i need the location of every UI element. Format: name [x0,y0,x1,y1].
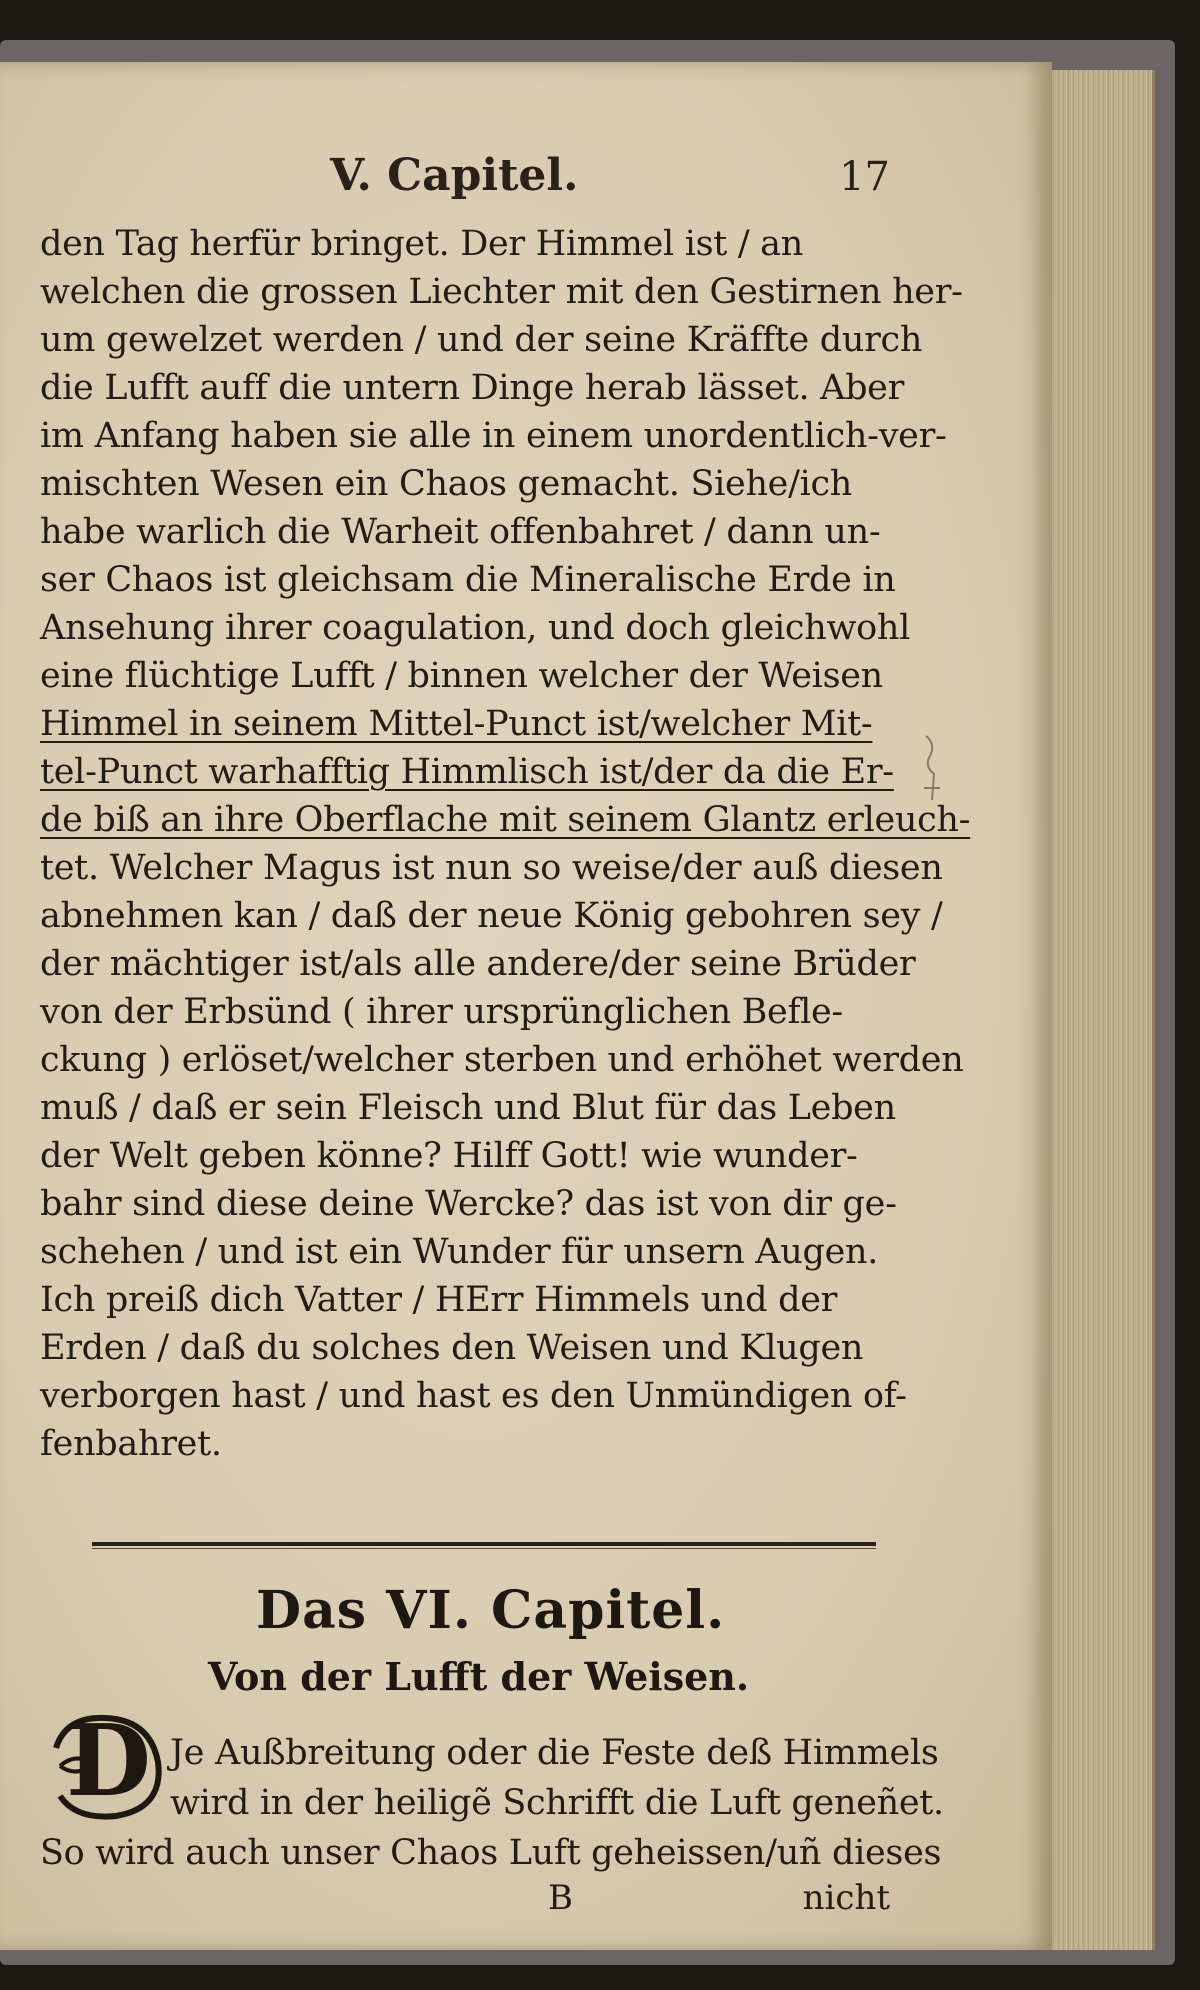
catchword: nicht [802,1878,890,1918]
text-line: habe warlich die Warheit offenbahret / dann un- [40,512,881,552]
signature-mark: B [548,1878,573,1918]
text-line: fenbahret. [40,1424,222,1464]
text-line: von der Erbsünd ( ihrer ursprünglichen Befle- [40,992,843,1032]
text-line: Ansehung ihrer coagulation, und doch gleichwohl [40,608,911,648]
text-line: den Tag herfür bringet. Der Himmel ist / an [40,224,803,264]
text-line: Ich preiß dich Vatter / HErr Himmels und der [40,1280,838,1320]
text-line: welchen die grossen Liechter mit den Gestirnen her- [40,272,963,312]
section-divider-rule-thin [92,1548,876,1549]
text-line-underlined: tel-Punct warhafftig Himmlisch ist/der da die Er- [40,752,894,792]
text-line: die Lufft auff die untern Dinge herab lässet. Aber [40,368,905,408]
chapter-heading: Das VI. Capitel. [256,1580,726,1641]
chapter-subtitle: Von der Lufft der Weisen. [208,1654,750,1699]
text-line: Je Außbreitung oder die Feste deß Himmels [170,1733,939,1773]
text-line: verborgen hast / und hast es den Unmündigen of- [40,1376,907,1416]
text-line: wird in der heiligẽ Schrifft die Luft geneñet. [170,1783,944,1823]
text-line: mischten Wesen ein Chaos gemacht. Siehe/ich [40,464,853,504]
text-line: tet. Welcher Magus ist nun so weise/der auß diesen [40,848,943,888]
page-footer [40,1878,890,1928]
text-line: um gewelzet werden / und der seine Kräffte durch [40,320,923,360]
page [0,62,1052,1950]
running-title: V. Capitel. [330,150,579,201]
running-head [330,150,890,210]
text-line: bahr sind diese deine Wercke? das ist von dir ge- [40,1184,897,1224]
text-line: schehen / und ist ein Wunder für unsern Augen. [40,1232,879,1272]
text-line: abnehmen kan / daß der neue König gebohren sey / [40,896,943,936]
text-line-underlined: Himmel in seinem Mittel-Punct ist/welcher Mit- [40,704,873,744]
text-line: ser Chaos ist gleichsam die Mineralische Erde in [40,560,896,600]
text-line: So wird auch unser Chaos Luft geheissen/uñ dieses [40,1833,942,1873]
chapter-body-text [40,1728,944,1878]
section-divider-rule [92,1542,876,1546]
text-line: ckung ) erlöset/welcher sterben und erhöhet werden [40,1040,964,1080]
text-line: der mächtiger ist/als alle andere/der seine Brüder [40,944,916,984]
text-line: eine flüchtige Lufft / binnen welcher der Weisen [40,656,883,696]
page-edges [1040,70,1155,1950]
body-text [40,220,971,1468]
text-line: im Anfang haben sie alle in einem unordentlich-ver- [40,416,947,456]
drop-cap-letter: D [66,1704,151,1819]
marginal-annotation-mark [918,730,948,810]
text-line-underlined: de biß an ihre Oberflache mit seinem Glantz erleuch- [40,800,971,840]
text-line: der Welt geben könne? Hilff Gott! wie wunder- [40,1136,858,1176]
page-number: 17 [839,154,890,200]
text-line: muß / daß er sein Fleisch und Blut für das Leben [40,1088,896,1128]
text-line: Erden / daß du solches den Weisen und Klugen [40,1328,864,1368]
